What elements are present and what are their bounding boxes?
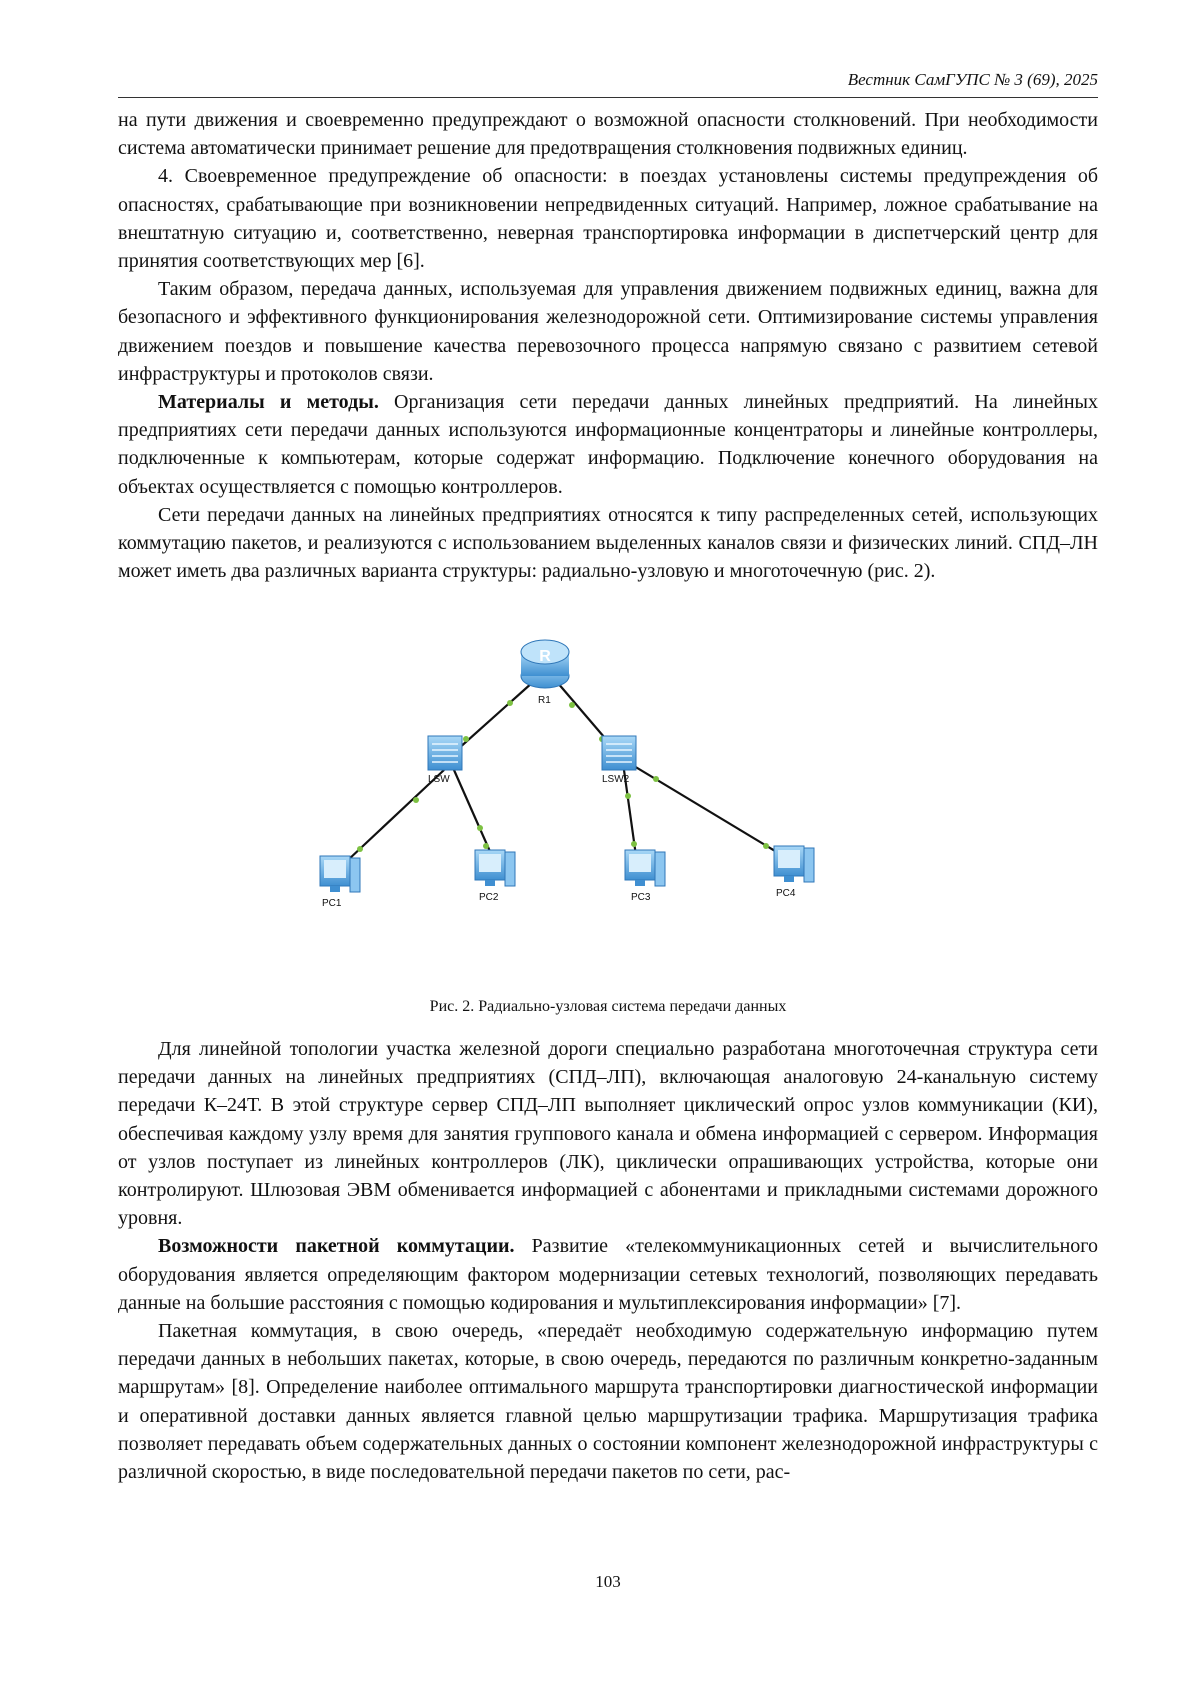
port-dot	[483, 843, 489, 849]
paragraph-7-body: Развитие «телекоммуникационных сетей и вычислительного оборудования является определяющим фактором модернизации сетевых технологий, позволяющих передавать данные на большие расстояния с помощью кодирования и мультиплексирования информации» [7].	[118, 1235, 1099, 1314]
section-heading-packet: Возможности пакетной коммутации.	[158, 1235, 515, 1258]
switch-lsw-label: LSW	[428, 774, 450, 785]
port-dot	[357, 846, 363, 852]
paragraph-2: 4. Своевременное предупреждение об опасности: в поездах установлены системы предупреждения об опасностях, срабатывающие при возникновении непредвиденных ситуаций. Например, ложное срабатывание на внештатную ситуацию и, соответственно, неверная транспортировка информации в диспетчерский центр для принятия соответствующих мер [6].	[118, 165, 1098, 273]
pc-4	[774, 846, 814, 899]
pc-1	[320, 856, 360, 909]
port-dot	[569, 702, 575, 708]
page-number: 103	[595, 1572, 621, 1591]
router-r1	[521, 640, 569, 706]
switch-icon	[602, 736, 636, 770]
switch-lsw2-label: LSW2	[602, 774, 630, 785]
router-label: R1	[538, 695, 551, 706]
port-dot	[463, 736, 469, 742]
bottom-text-block	[118, 1035, 1098, 1486]
switch-lsw2	[602, 736, 636, 785]
port-dot	[763, 843, 769, 849]
journal-header: Вестник СамГУПС № 3 (69), 2025	[847, 70, 1098, 89]
pc-label: PC3	[631, 892, 651, 903]
paragraph-7	[118, 1232, 1098, 1317]
pc-label: PC1	[322, 898, 342, 909]
switch-icon	[428, 736, 462, 770]
pc-2	[475, 850, 515, 903]
pc-3	[625, 850, 665, 903]
port-dot	[413, 797, 419, 803]
port-dot	[507, 700, 513, 706]
figure-caption: Рис. 2. Радиально-узловая система передачи данных	[429, 998, 787, 1015]
paragraph-4-body: Организация сети передачи данных линейных предприятий. На линейных предприятиях сети передачи данных используются информационные концентраторы и линейные контроллеры, подключенные к компьютерам, которые содержат информацию. Подключение конечного оборудования на объектах осуществляется с помощью контроллеров.	[118, 391, 1098, 498]
port-dots	[357, 700, 769, 852]
port-dot	[631, 841, 637, 847]
paragraph-6: Для линейной топологии участка железной дороги специально разработана многоточечная структура сети передачи данных на линейных предприятиях (СПД–ЛП), включающая аналоговую 24-канальную систему передачи К–24Т. В этой структуре сервер СПД–ЛП выполняет циклический опрос узлов коммуникации (КИ), обеспечивая каждому узлу время для занятия группового канала и обмена информацией с сервером. Информация от узлов поступает из линейных контроллеров (ЛК), циклически опрашивающих устройства, которые они контролируют. Шлюзовая ЭВМ обменивается информацией с абонентами и прикладными системами дорожного уровня.	[118, 1038, 1098, 1230]
paragraph-4	[118, 388, 1098, 501]
links	[348, 682, 780, 860]
svg-text:R: R	[539, 648, 551, 665]
section-heading-materials: Материалы и методы.	[158, 391, 379, 414]
port-dot	[477, 825, 483, 831]
paragraph-8: Пакетная коммутация, в свою очередь, «передаёт необходимую содержательную информацию путем передачи данных в небольших пакетах, которые, в свою очередь, передаются по различным конкретно-заданным маршрутам» [8]. Определение наиболее оптимального маршрута транспортировки диагностической информации и оперативной доставки данных является главной целью маршрутизации трафика. Маршрутизация трафика позволяет передавать объем содержательных данных о состоянии компонент железнодорожной инфраструктуры с различной скоростью, в виде последовательной передачи пакетов по сети, рас-	[118, 1320, 1098, 1484]
pc-label: PC2	[479, 892, 499, 903]
paragraph-1: на пути движения и своевременно предупреждают о возможной опасности столкновений. При необходимости система автоматически принимает решение для предотвращения столкновения подвижных единиц.	[118, 109, 1098, 160]
paragraph-3: Таким образом, передача данных, используемая для управления движением подвижных единиц, важна для безопасного и эффективного функционирования железнодорожной сети. Оптимизирование системы управления движением поездов и повышение качества перевозочного процесса напрямую связано с развитием сетевой инфраструктуры и протоколов связи.	[118, 278, 1098, 385]
port-dot	[653, 776, 659, 782]
port-dot	[625, 793, 631, 799]
pc-label: PC4	[776, 888, 796, 899]
top-text-block	[118, 106, 1098, 585]
header-rule	[118, 97, 1098, 98]
paragraph-5: Сети передачи данных на линейных предприятиях относятся к типу распределенных сетей, использующих коммутацию пакетов, и реализуются с использованием выделенных каналов связи и физических линий. СПД–ЛН может иметь два различных варианта структуры: радиально-узловую и многоточечную (рис. 2).	[118, 503, 1098, 583]
network-diagram	[320, 648, 890, 990]
